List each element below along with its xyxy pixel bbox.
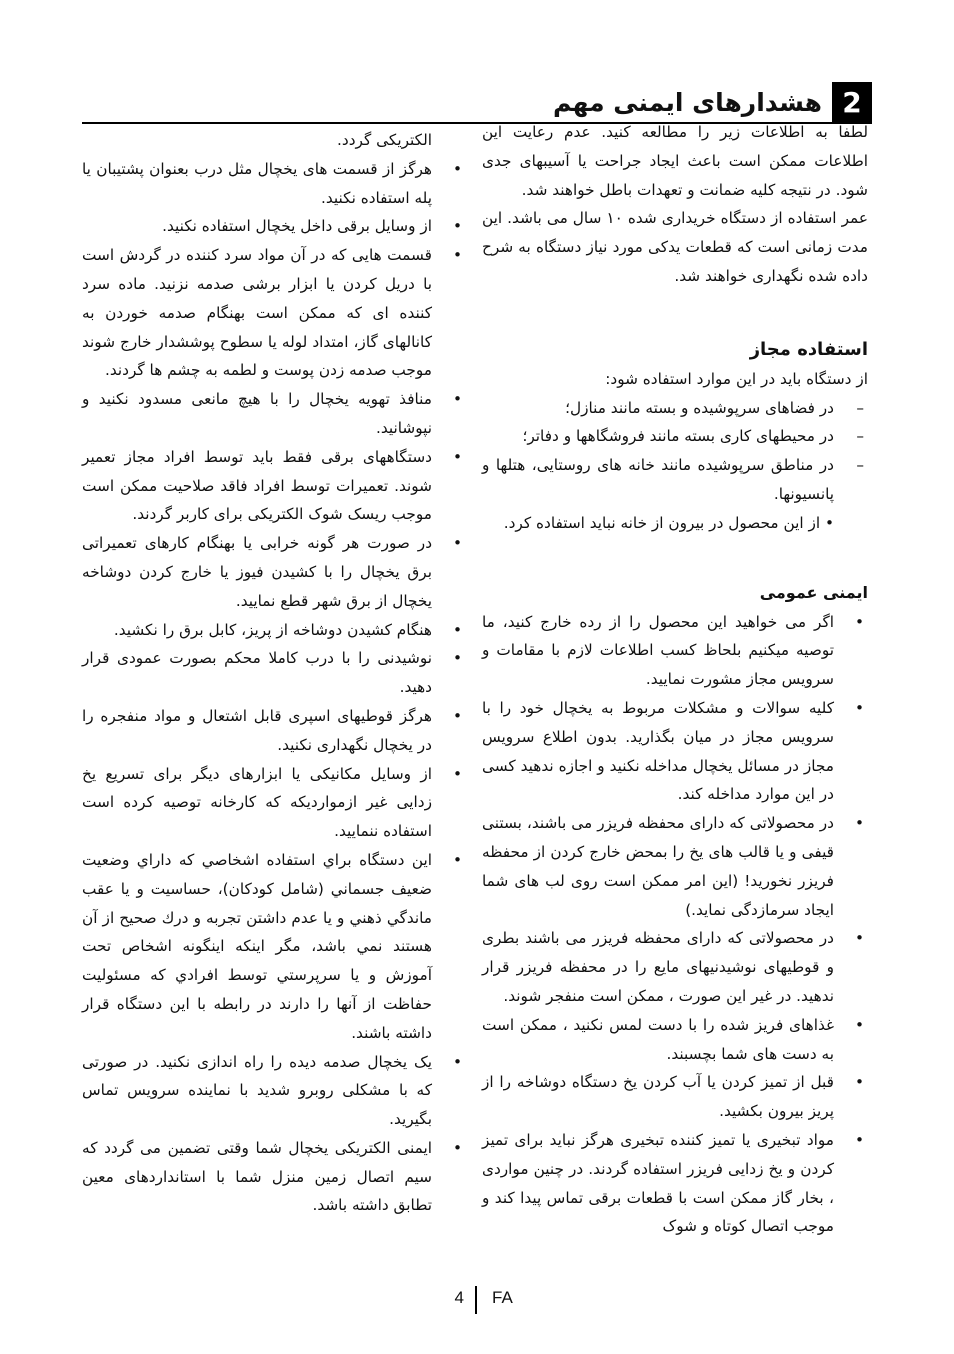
intro-paragraph: لطفا به اطلاعات زیر را مطالعه کنید. عدم رعایت این اطلاعات ممکن است باعث ایجاد جراحت یا آسیبهای جدی شود. در نتیجه کلیه ضمانت و تعهدات باطل خواهند شد.: [482, 123, 868, 199]
list-item: • در محصولاتی که دارای محفظه فریزر می باشند، بستنی قیفی و یا قالب های یخ را بمحض خارج کردن از محفظه فریزر نخورید! (این امر ممکن است روی لب های شما ایجاد سرمازدگی نماید.): [482, 809, 868, 924]
list-item: • از وسایل مکانیکی یا ابزارهای دیگر برای تسریع یخ زدایی غیر ازمواردیکه که کارخانه توصیه کرده است استفاده ننمایید.: [82, 760, 466, 846]
outdoor-use-note: • از این محصول در بیرون از خانه نباید استفاده کرد.: [503, 513, 834, 532]
chapter-header: [553, 82, 872, 122]
language-code: FA: [492, 1288, 513, 1307]
intended-use-lead: از دستگاه باید در این موارد استفاده شود:: [605, 369, 868, 388]
general-safety-list: [482, 608, 868, 1242]
intended-use-list: [482, 394, 868, 509]
list-item: • کلیه سوالات و مشکلات مربوط به یخچال خود را با سرویس مجاز در میان بگذارید. بدون اطلاع سرویس مجاز در مسائل یخچال مداخله نکنید و اجازه ندهید کسی در این موارد مداخله کند.: [482, 694, 868, 809]
chapter-number: 2: [832, 82, 872, 122]
list-item: • ایمنی الکتریکی یخچال شما وقتی تضمین می گردد که سیم اتصال زمین منزل شما با استانداردهای معین تطابق داشته باشد.: [82, 1134, 466, 1220]
list-item: – در فضاهای سرپوشیده و بسته مانند منازل؛: [482, 394, 868, 423]
safety-list: [82, 155, 466, 1220]
section-heading-intended-use: استفاده مجاز: [749, 338, 868, 360]
list-item: • از وسایل برقی داخل یخچال استفاده نکنید.: [82, 212, 466, 241]
list-item: • اگر می خواهید این محصول را از رده خارج کنید، ما توصیه میکنیم بلحاظ کسب اطلاعات لازم با مقامات و سرویس مجاز مشورت نمایید.: [482, 608, 868, 694]
list-item: – در مناطق سرپوشیده مانند خانه های روستایی، هتلها و پانسیونها.: [482, 451, 868, 509]
list-item: • هرگز از قسمت های یخچال مثل درب بعنوان پشتیبان یا پله استفاده نکنید.: [82, 155, 466, 213]
list-item: • قسمت هایی که در آن مواد سرد کننده در گردش است با دریل کردن یا ابزار برشی صدمه نزنید. ماده سرد کننده ای که ممکن است بهنگام صدمه خوردن به کانالهای گاز، امتداد لوله یا سطوح پوششدار خارج شوند موجب صدمه زدن پوست و لطمه به چشم ها گردند.: [82, 241, 466, 385]
continuation-text: الکتریکی گردد.: [337, 131, 432, 149]
list-item: • یک یخچال صدمه دیده را راه اندازی نکنید. در صورتی که با مشکلی روبرو شدید با نماینده سرویس تماس بگیرید.: [82, 1048, 466, 1134]
list-item: • مواد تبخیری یا تمیز کننده تبخیری هرگز نباید برای تمیز کردن و یخ زدایی فریزر استفاده گردند. در چنین مواردی ، بخار گاز ممکن است با قطعات برقی تماس پیدا کند و موجب اتصال کوتاه و شوک: [482, 1126, 868, 1241]
chapter-title: هشدارهای ایمنی مهم: [552, 87, 822, 117]
list-item: • نوشیدنی را با درب کاملا محکم بصورت عمودی قرار دهید.: [82, 644, 466, 702]
right-column: [482, 118, 868, 1241]
list-item: • منافذ تهویه یخچال را با هیچ مانعی مسدود نکنید و نپوشانید.: [82, 385, 466, 443]
list-item: • در محصولاتی که دارای محفظه فریزر می باشند بطری و قوطیهای نوشیدنیهای مایع را در محفظه فریزر قرار ندهید. در غیر این صورت ، ممکن است منفجر شوند.: [482, 924, 868, 1010]
list-item: • دستگاههای برقی فقط باید توسط افراد مجاز تعمیر شوند. تعمیرات توسط افراد فاقد صلاحیت ممکن است موجب ریسک شوک الکتریکی برای کاربر گردند.: [82, 443, 466, 529]
list-item: – در محیطهای کاری بسته مانند فروشگاهها و دفاتر؛: [482, 422, 868, 451]
list-item: • این دستگاه براي استفاده اشخاصي که داراي وضعيت ضعيف جسماني (شامل کودکان)، حساسيت و یا عقب ماندگي ذهني و یا عدم داشتن تجربه و درك صحيح از آن هستند نمي باشد، مگر اینکه اینگونه اشخاص تحت آموزش و یا سرپرستي توسط افرادي که مسئوليت حفاظت از آنها را دارند در رابطه با این دستگاه قرار داشته باشند.: [82, 846, 466, 1048]
page-number: 4: [454, 1288, 464, 1307]
list-item: • قبل از تمیز کردن یا آب کردن یخ دستگاه دوشاخه را از پریز بیرون بکشید.: [482, 1068, 868, 1126]
list-item: • غذاهای فریز شده را با دست لمس نکنید ، ممکن است به دست های شما بچسبند.: [482, 1011, 868, 1069]
list-item: • در صورت هر گونه خرابی یا بهنگام کارهای تعمیراتی برق یخچال را با کشیدن فیوز یا خارج کردن دوشاخه یخچال از برق شهر قطع نمایید.: [82, 529, 466, 615]
page-footer: [0, 1286, 954, 1312]
list-item: • هنگام کشیدن دوشاخه از پریز، کابل برق را نکشید.: [82, 616, 466, 645]
section-heading-general-safety: ایمنی عمومی: [759, 582, 868, 602]
intro-paragraph: عمر استفاده از دستگاه خریداری شده ۱۰ سال می باشد. این مدت زمانی است که قطعات یدکی مورد نیاز دستگاه به شرح داده شده نگهداری خواهند شد.: [482, 209, 868, 285]
left-column: [82, 126, 466, 1220]
footer-divider: [475, 1286, 477, 1314]
list-item: • هرگز قوطیهای اسپری قابل اشتعال و مواد منفجره را در یخچال نگهداری نکنید.: [82, 702, 466, 760]
